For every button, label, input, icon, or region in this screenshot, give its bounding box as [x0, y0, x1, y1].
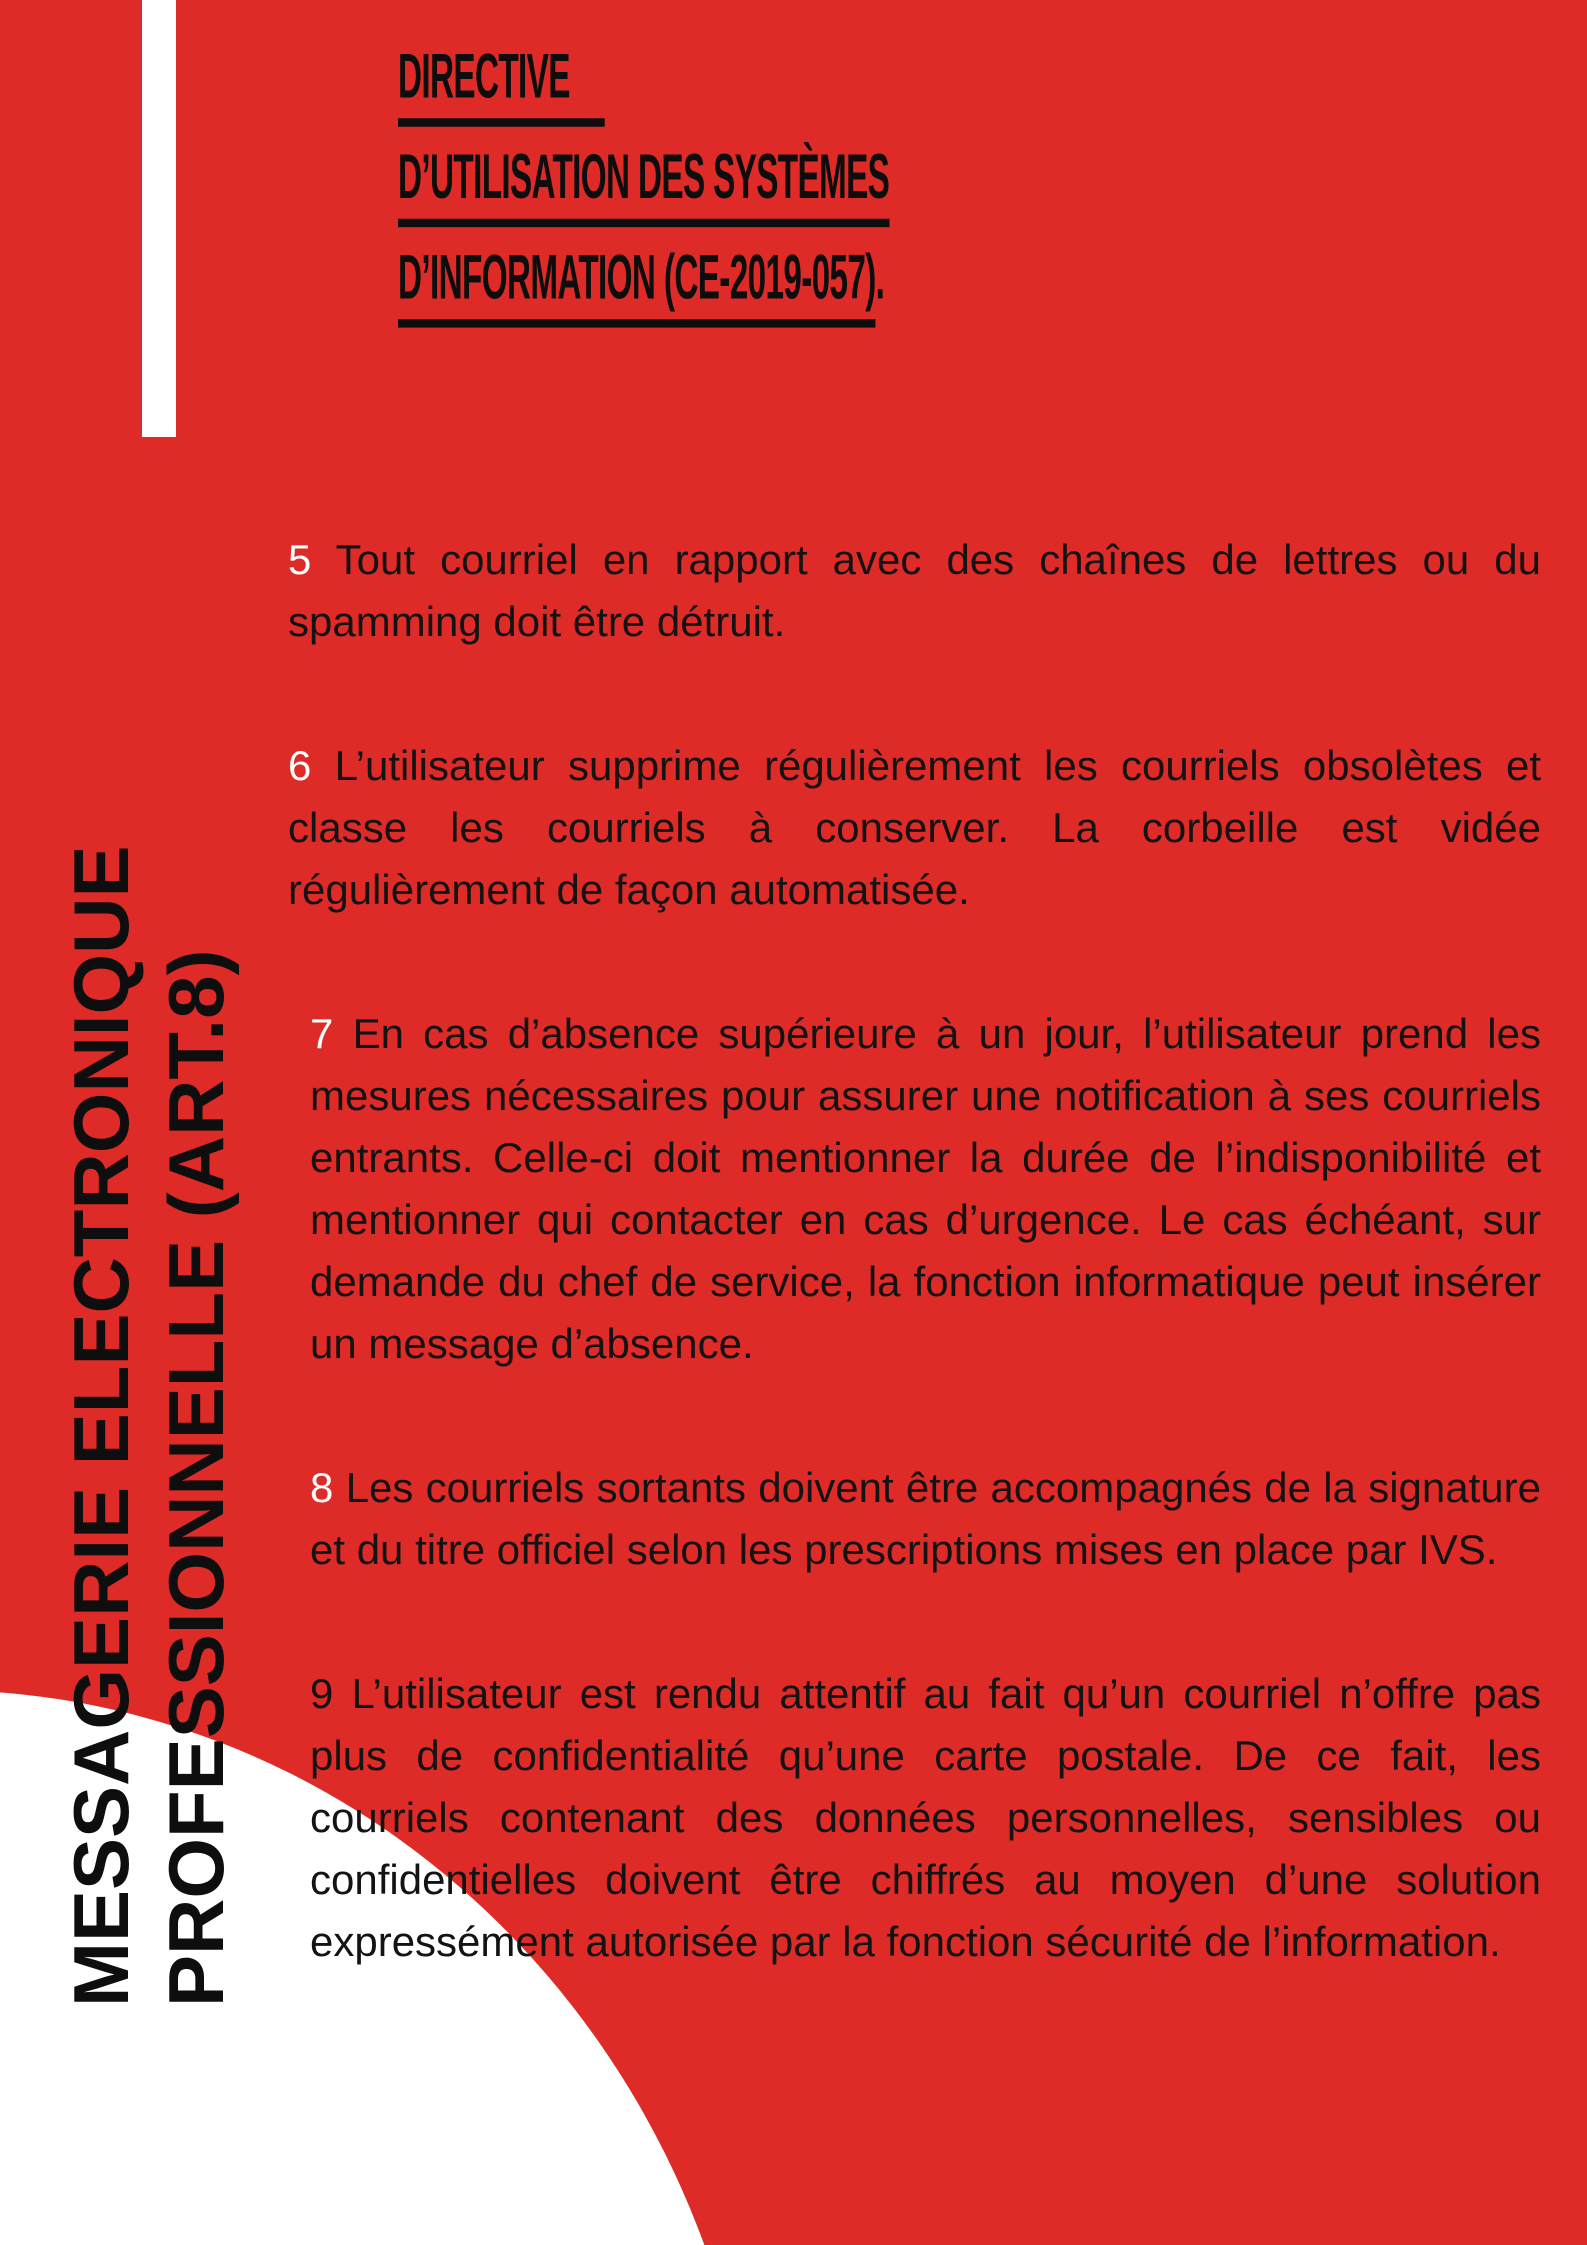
paragraph-5-text: Tout courriel en rapport avec des chaînes de lettres ou du spamming doit être détruit.: [288, 536, 1541, 645]
vertical-banner-line-2: PROFESSIONNELLE (ART.8): [152, 949, 240, 2007]
title-period: .: [875, 242, 885, 314]
paragraph-6-text: L’utilisateur supprime régulièrement les courriels obsolètes et classe les courriels à conserver. La corbeille est vidée régulièrement de façon automatisée.: [288, 742, 1541, 913]
paragraph-7-number: 7: [310, 1010, 334, 1057]
decorative-vertical-bar: [142, 0, 176, 437]
paragraph-6: [288, 735, 1541, 921]
paragraph-9-text: L’utilisateur est rendu attentif au fait qu’un courriel n’offre pas plus de confidentialité qu’une carte postale. De ce fait, les courriels contenant des données personnelles, sensibles ou confidentielles doivent être chiffrés au moyen d’une solution expressément autorisée par la fonction sécurité de l’information.: [310, 1670, 1541, 1965]
paragraph-8: [288, 1457, 1541, 1581]
paragraph-8-number: 8: [310, 1464, 334, 1511]
paragraph-9: [288, 1663, 1541, 1973]
paragraph-5: [288, 529, 1541, 653]
paragraph-9-number: 9: [310, 1670, 334, 1717]
paragraph-5-number: 5: [288, 536, 312, 583]
page-title: [398, 36, 889, 337]
vertical-banner: [54, 797, 244, 2007]
paragraph-7: [288, 1003, 1541, 1375]
vertical-banner-line-1: MESSAGERIE ELECTRONIQUE: [57, 845, 145, 2007]
policy-paragraphs: [288, 529, 1541, 2055]
page-title-line-3: D’INFORMATION (CE-2019-057).: [398, 237, 889, 320]
page-title-line-2: D’UTILISATION DES SYSTÈMES: [398, 136, 889, 219]
paragraph-8-text: Les courriels sortants doivent être accompagnés de la signature et du titre officiel selon les prescriptions mises en place par IVS.: [310, 1464, 1541, 1573]
paragraph-6-number: 6: [288, 742, 312, 789]
paragraph-7-text: En cas d’absence supérieure à un jour, l’utilisateur prend les mesures nécessaires pour assurer une notification à ses courriels entrants. Celle-ci doit mentionner la durée de l’indisponibilité et mentionner qui contacter en cas d’urgence. Le cas échéant, sur demande du chef de service, la fonction informatique peut insérer un message d’absence.: [310, 1010, 1541, 1367]
page-title-line-1: DIRECTIVE: [398, 36, 889, 119]
